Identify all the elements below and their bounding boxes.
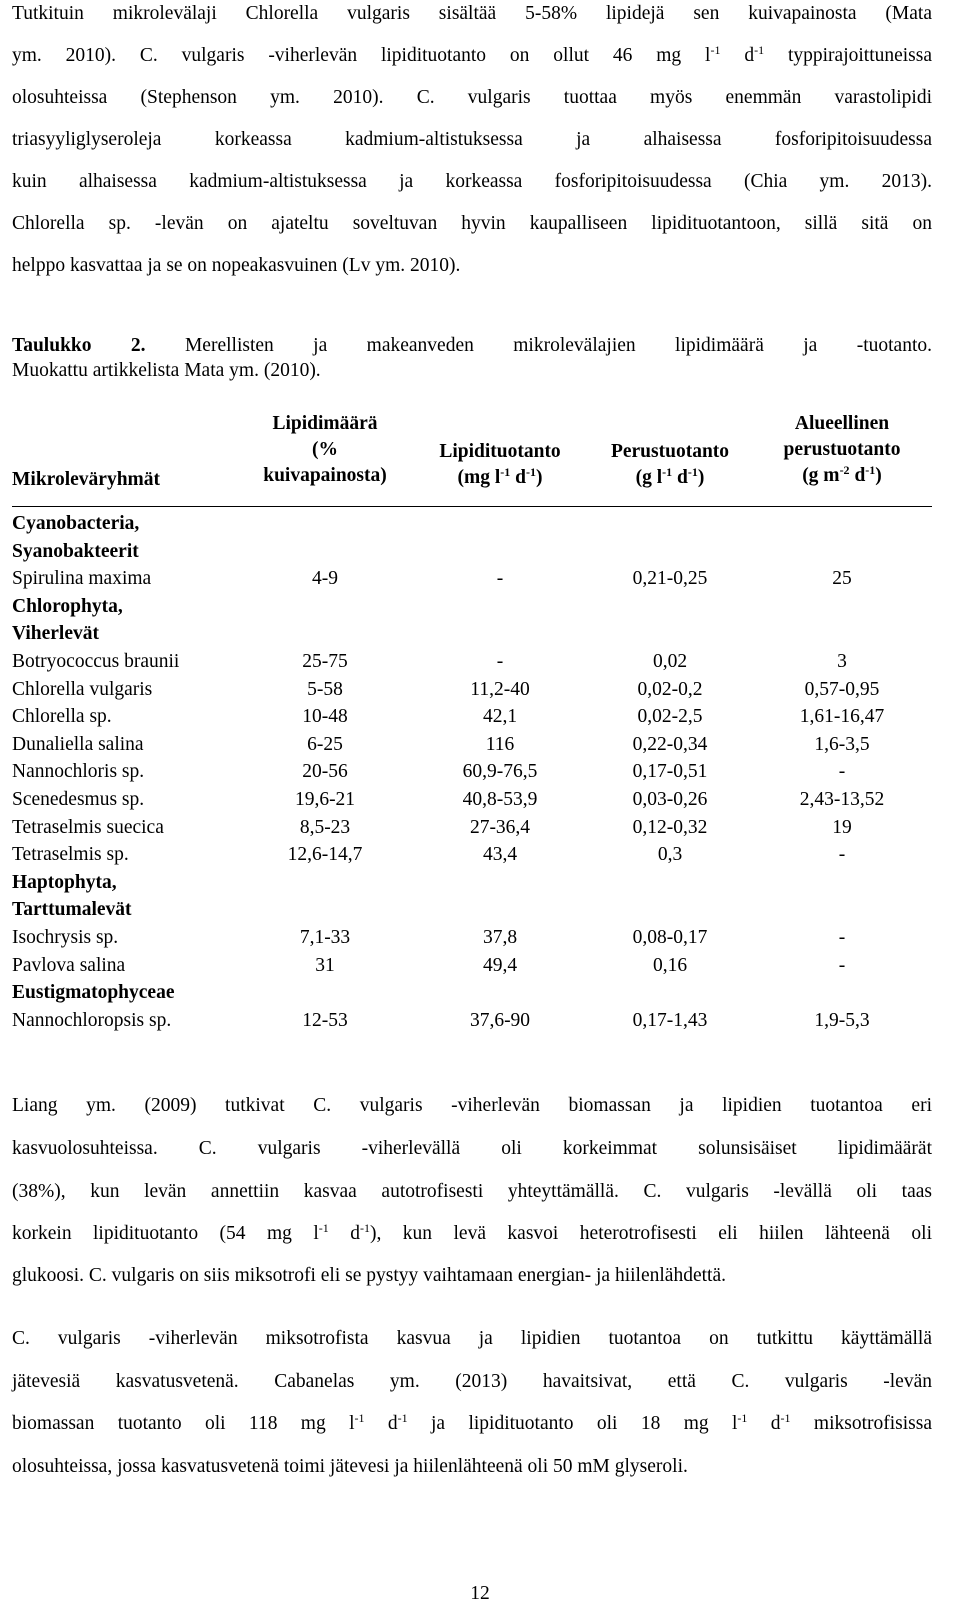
- area-cell: -: [838, 927, 846, 948]
- caption-text: Merellisten ja makeanveden mikrolevälajien lipidimäärä ja -tuotanto.: [145, 335, 933, 356]
- base-cell: 0,12-0,32: [632, 816, 708, 838]
- lipid-cell: 20-56: [302, 761, 348, 783]
- lipid-cell: 8,5-23: [299, 816, 351, 838]
- intro-line-4: triasyyliglyseroleja korkeassa kadmium-altistuksessa ja alhaisessa fosforipitoisuudessa: [12, 129, 932, 150]
- area-cell: 1,6-3,5: [814, 733, 870, 755]
- header-close: ): [536, 467, 543, 488]
- header-lprod: [410, 439, 590, 491]
- base-cell: 0,02: [652, 651, 688, 672]
- table-header-rule: [12, 506, 932, 507]
- lprod-cell: 42,1: [482, 706, 518, 728]
- group-name-cell: Haptophyta,: [12, 871, 117, 893]
- table-group-row: [12, 869, 932, 897]
- group-name-cell: Chlorophyta,: [12, 595, 123, 617]
- intro-line-2-end: typpirajoittuneissa: [764, 45, 933, 66]
- superscript: -1: [865, 463, 876, 477]
- para2-line-3d: d: [747, 1413, 781, 1434]
- table-group-row: [12, 538, 932, 566]
- intro-line-5: kuin alhaisessa kadmium-altistuksessa ja korkeassa fosforipitoisuudessa (Chia ym. 2013).: [12, 171, 932, 192]
- base-cell: 0,08-0,17: [632, 927, 708, 948]
- para1-line-4c: ), kun levä kasvoi heterotrofisesti eli hiilen lähteenä oli: [369, 1223, 932, 1244]
- para1-line-5: glukoosi. C. vulgaris on siis miksotrofi eli se pystyy vaihtamaan energian- ja hiilenlähdettä.: [12, 1265, 726, 1286]
- species-cell: Tetraselmis suecica: [12, 816, 164, 838]
- header-area: [752, 411, 932, 489]
- superscript: -1: [780, 1411, 791, 1425]
- intro-line-1: Tutkituin mikrolevälaji Chlorella vulgaris sisältää 5-58% lipidejä sen kuivapainosta (Mata: [12, 3, 932, 24]
- area-cell: 3: [837, 651, 847, 672]
- header-area-l2: perustuotanto: [783, 439, 901, 460]
- table-row: [12, 676, 932, 704]
- header-base-l2: [585, 465, 755, 491]
- header-area-l3: [752, 463, 932, 489]
- header-group: Mikroleväryhmät: [12, 469, 161, 490]
- lprod-cell: 37,8: [482, 927, 518, 948]
- species-cell: Chlorella sp.: [12, 706, 112, 728]
- para2-line-3e: miksotrofisissa: [790, 1413, 932, 1434]
- header-lprod-l2: [410, 465, 590, 491]
- superscript: -2: [839, 463, 850, 477]
- table-row: [12, 731, 932, 759]
- area-cell: -: [838, 761, 846, 783]
- table-row: [12, 924, 932, 952]
- superscript: -1: [359, 1221, 370, 1235]
- lipid-cell: 10-48: [302, 706, 348, 728]
- para1-line-4b: d: [328, 1223, 360, 1244]
- para2-line-2: jätevesiä kasvatusvetenä. Cabanelas ym. (2013) havaitsivat, että C. vulgaris -levän: [12, 1371, 932, 1392]
- superscript: -1: [737, 1411, 748, 1425]
- para2-line-4: olosuhteissa, jossa kasvatusvetenä toimi jätevesi ja hiilenlähteenä oli 50 mM glyseroli.: [12, 1456, 688, 1477]
- area-cell: 1,61-16,47: [799, 706, 885, 728]
- lprod-cell: -: [496, 651, 504, 672]
- header-lipid: [240, 411, 410, 489]
- para1-line-4a: korkein lipidituotanto (54 mg l: [12, 1223, 319, 1244]
- para2-line-3c: ja lipidituotanto oli 18 mg l: [407, 1413, 738, 1434]
- superscript: -1: [754, 43, 765, 57]
- species-cell: Pavlova salina: [12, 954, 126, 976]
- header-base: [585, 439, 755, 491]
- header-lipid-l1: Lipidimäärä: [272, 413, 378, 434]
- base-cell: 0,03-0,26: [632, 789, 708, 810]
- superscript: -1: [662, 465, 673, 479]
- lipid-cell: 19,6-21: [294, 789, 356, 810]
- lprod-cell: 11,2-40: [470, 678, 530, 700]
- lprod-cell: 27-36,4: [469, 816, 531, 838]
- header-close: ): [875, 465, 882, 486]
- table-row: [12, 786, 932, 814]
- table-group-row: [12, 510, 932, 538]
- species-cell: Isochrysis sp.: [12, 927, 119, 948]
- species-cell: Nannochloris sp.: [12, 761, 145, 783]
- header-d: d: [672, 467, 688, 488]
- lprod-cell: 49,4: [482, 954, 518, 976]
- header-d: d: [510, 467, 526, 488]
- table-row: [12, 565, 932, 593]
- lipid-cell: 25-75: [302, 651, 348, 672]
- table-row: [12, 703, 932, 731]
- para2-line-3a: biomassan tuotanto oli 118 mg l: [12, 1413, 355, 1434]
- lprod-cell: 60,9-76,5: [462, 761, 538, 783]
- intro-line-2-text: ym. 2010). C. vulgaris -viherlevän lipidituotanto on ollut 46 mg l: [12, 45, 711, 66]
- area-cell: 0,57-0,95: [804, 678, 880, 700]
- base-cell: 0,21-0,25: [632, 568, 708, 590]
- header-area-l1: Alueellinen: [794, 413, 890, 434]
- species-cell: Chlorella vulgaris: [12, 678, 153, 700]
- superscript: -1: [318, 1221, 329, 1235]
- area-cell: 1,9-5,3: [814, 1009, 870, 1031]
- table-caption: [12, 334, 932, 358]
- lprod-cell: 37,6-90: [469, 1009, 531, 1031]
- lipid-cell: 7,1-33: [299, 927, 351, 948]
- superscript: -1: [687, 465, 698, 479]
- table-row: [12, 648, 932, 676]
- page-number: 12: [470, 1583, 490, 1604]
- superscript: -1: [526, 465, 536, 479]
- species-cell: Botryococcus braunii: [12, 651, 180, 672]
- para1-line-3: (38%), kun levän annettiin kasvaa autotrofisesti yhteyttämällä. C. vulgaris -levällä oli taas: [12, 1181, 932, 1202]
- table-row: [12, 814, 932, 842]
- superscript: -1: [500, 465, 511, 479]
- table-row: [12, 758, 932, 786]
- header-base-unit: (g l: [635, 467, 663, 488]
- lipid-cell: 6-25: [307, 733, 343, 755]
- group-name-cell: Viherlevät: [12, 623, 99, 645]
- group-name-cell: Syanobakteerit: [12, 540, 139, 562]
- base-cell: 0,3: [657, 844, 683, 866]
- lprod-cell: 43,4: [482, 844, 518, 866]
- lipid-cell: 12-53: [302, 1009, 348, 1031]
- header-lipid-l2: (%: [312, 439, 338, 460]
- table-row: [12, 952, 932, 980]
- header-lipid-l3: kuivapainosta): [263, 465, 387, 486]
- header-close: ): [697, 467, 705, 488]
- header-lprod-l1: Lipidituotanto: [439, 441, 561, 462]
- base-cell: 0,16: [652, 954, 688, 976]
- base-cell: 0,17-0,51: [632, 761, 708, 783]
- base-cell: 0,02-0,2: [637, 678, 703, 700]
- para1-line-1: Liang ym. (2009) tutkivat C. vulgaris -viherlevän biomassan ja lipidien tuotantoa eri: [12, 1095, 932, 1116]
- table-group-row: [12, 979, 932, 1007]
- group-name-cell: Eustigmatophyceae: [12, 982, 175, 1004]
- area-cell: 2,43-13,52: [799, 789, 885, 810]
- caption-label: Taulukko 2.: [12, 335, 146, 356]
- header-base-l1: Perustuotanto: [610, 441, 730, 462]
- group-name-cell: Tarttumalevät: [12, 899, 132, 921]
- table-row: [12, 1007, 932, 1035]
- species-cell: Tetraselmis sp.: [12, 844, 129, 866]
- para2-line-3: [12, 1412, 932, 1436]
- area-cell: 25: [832, 568, 852, 590]
- header-area-unit: (g m: [802, 465, 840, 486]
- species-cell: Dunaliella salina: [12, 733, 144, 755]
- intro-line-3: olosuhteissa (Stephenson ym. 2010). C. vulgaris tuottaa myös enemmän varastolipidi: [12, 87, 932, 108]
- lprod-cell: 40,8-53,9: [462, 789, 538, 810]
- intro-line-7: helppo kasvattaa ja se on nopeakasvuinen (Lv ym. 2010).: [12, 255, 461, 276]
- species-cell: Nannochloropsis sp.: [12, 1009, 172, 1031]
- lipid-cell: 12,6-14,7: [287, 844, 363, 866]
- para2-line-3b: d: [364, 1413, 398, 1434]
- table-row: [12, 841, 932, 869]
- species-cell: Spirulina maxima: [12, 568, 152, 590]
- table-group-row: [12, 593, 932, 621]
- header-d: d: [849, 465, 866, 486]
- header-lprod-unit: (mg l: [457, 467, 501, 488]
- lipid-cell: 5-58: [307, 678, 343, 700]
- area-cell: -: [838, 954, 846, 976]
- base-cell: 0,02-2,5: [637, 706, 703, 728]
- lipid-cell: 31: [315, 954, 335, 976]
- base-cell: 0,17-1,43: [632, 1009, 708, 1031]
- para1-line-4: [12, 1222, 932, 1246]
- area-cell: 19: [832, 816, 852, 838]
- para1-line-2: kasvuolosuhteissa. C. vulgaris -viherlevällä oli korkeimmat solunsisäiset lipidimäärät: [12, 1138, 932, 1159]
- table-group-row: [12, 896, 932, 924]
- superscript: -1: [354, 1411, 365, 1425]
- intro-line-2: [12, 44, 932, 68]
- area-cell: -: [838, 844, 846, 866]
- lprod-cell: -: [496, 568, 504, 590]
- superscript: -1: [710, 43, 721, 57]
- superscript: -1: [397, 1411, 408, 1425]
- table-caption-line-2: Muokattu artikkelista Mata ym. (2010).: [12, 360, 321, 381]
- para2-line-1: C. vulgaris -viherlevän miksotrofista kasvua ja lipidien tuotantoa on tutkittu käyttämällä: [12, 1328, 932, 1349]
- base-cell: 0,22-0,34: [632, 733, 708, 755]
- group-name-cell: Cyanobacteria,: [12, 513, 140, 534]
- lprod-cell: 116: [485, 733, 515, 755]
- table-group-row: [12, 620, 932, 648]
- lipid-cell: 4-9: [312, 568, 338, 590]
- intro-line-6: Chlorella sp. -levän on ajateltu soveltuvan hyvin kaupalliseen lipidituotantoon, sillä sitä on: [12, 213, 932, 234]
- species-cell: Scenedesmus sp.: [12, 789, 145, 810]
- intro-line-2-d: d: [720, 45, 755, 66]
